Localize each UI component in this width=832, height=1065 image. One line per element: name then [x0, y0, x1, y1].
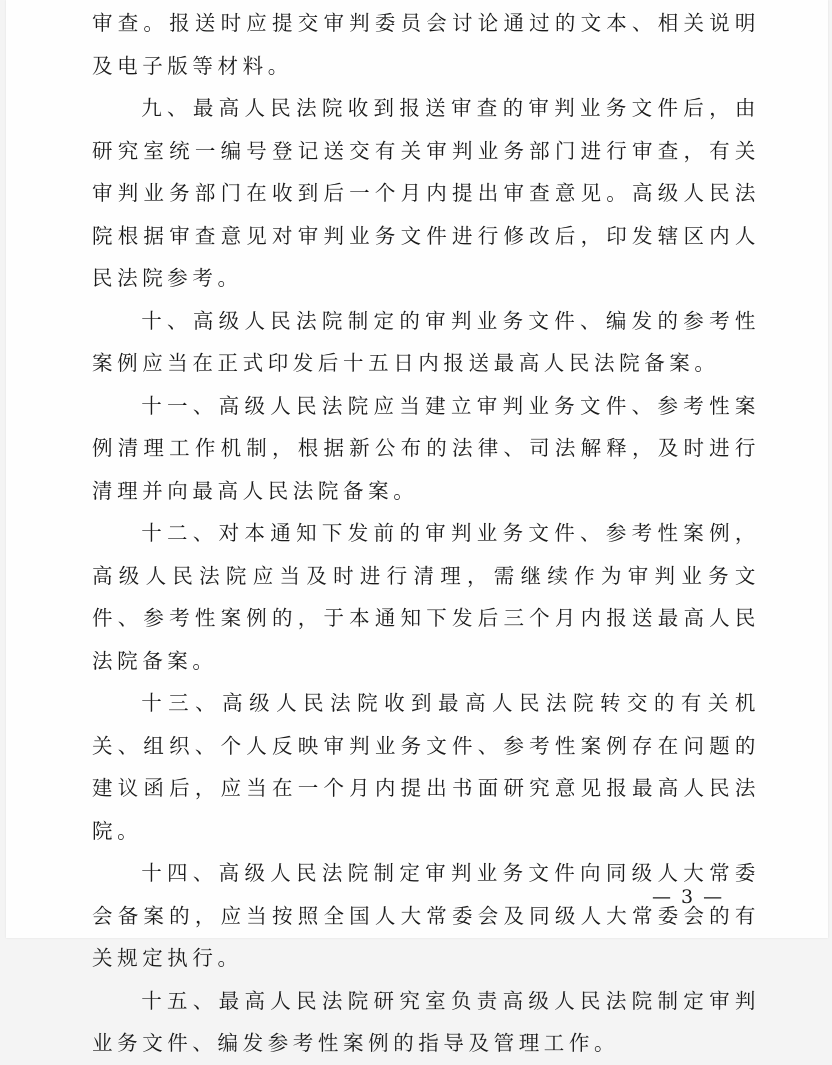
paragraph-article-11: 十一、高级人民法院应当建立审判业务文件、参考性案例清理工作机制，根据新公布的法律、司法解释，及时进行清理并向最高人民法院备案。: [92, 393, 760, 503]
paragraph-article-9: 九、最高人民法院收到报送审查的审判业务文件后，由研究室统一编号登记送交有关审判业务部门进行审查，有关审判业务部门在收到后一个月内提出审查意见。高级人民法院根据审查意见对审判业务文件进行修改后，印发辖区内人民法院参考。: [92, 96, 760, 290]
document-page: [6, 0, 828, 1055]
paragraph-article-14: 十四、高级人民法院制定审判业务文件向同级人大常委会备案的，应当按照全国人大常委会及同级人大常委会的有关规定执行。: [92, 861, 760, 970]
paragraph-article-12: 十二、对本通知下发前的审判业务文件、参考性案例，高级人民法院应当及时进行清理，需继续作为审判业务文件、参考性案例的，于本通知下发后三个月内报送最高人民法院备案。: [92, 521, 760, 673]
paragraph-article-13: 十三、高级人民法院收到最高人民法院转交的有关机关、组织、个人反映审判业务文件、参考性案例存在问题的建议函后，应当在一个月内提出书面研究意见报最高人民法院。: [92, 691, 760, 843]
paragraph-continuation: 审查。报送时应提交审判委员会讨论通过的文本、相关说明及电子版等材料。: [92, 11, 760, 78]
page-number: — 3 —: [652, 886, 725, 908]
paragraph-article-10: 十、高级人民法院制定的审判业务文件、编发的参考性案例应当在正式印发后十五日内报送最高人民法院备案。: [92, 308, 760, 375]
paragraph-article-15: 十五、最高人民法院研究室负责高级人民法院制定审判业务文件、编发参考性案例的指导及管理工作。: [92, 988, 760, 1055]
